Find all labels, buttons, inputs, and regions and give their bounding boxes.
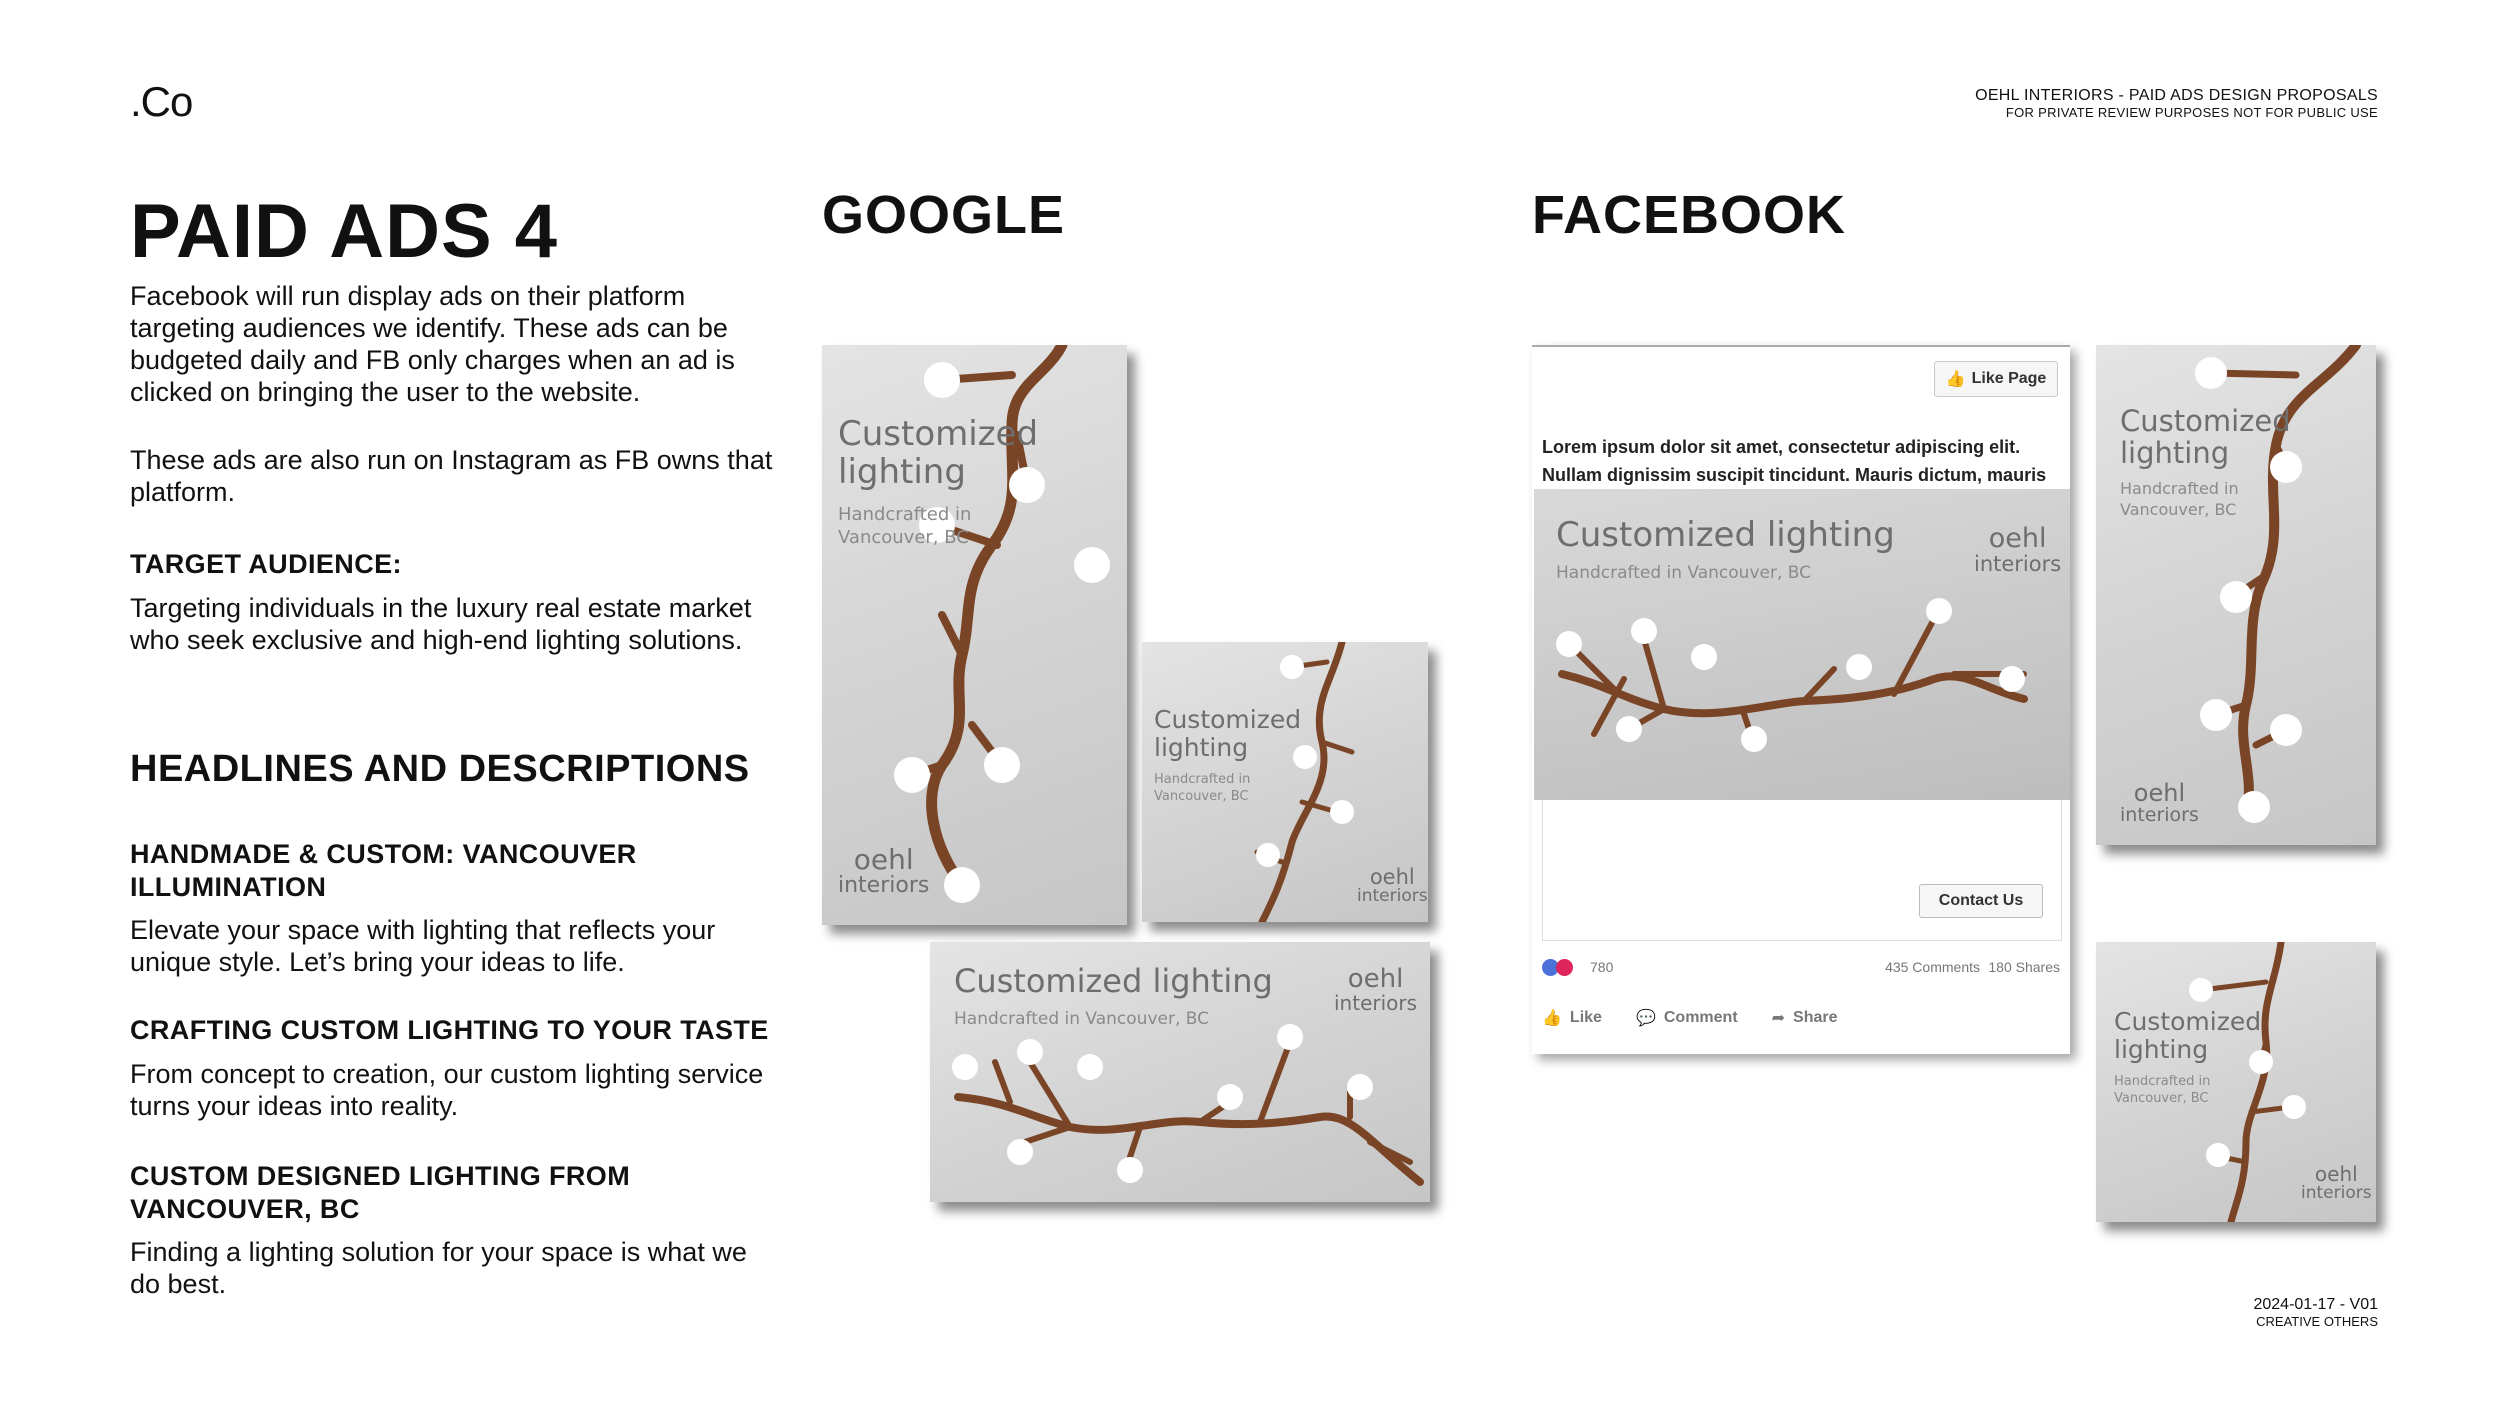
facebook-ad-square[interactable] — [2096, 942, 2376, 1222]
version-date: 2024-01-17 - V01 — [2253, 1296, 2378, 1313]
ad-subline: Handcrafted in Vancouver, BC — [1154, 772, 1251, 804]
post-ad-image[interactable] — [1534, 489, 2070, 800]
brand-logo: oehl interiors — [838, 843, 930, 899]
ad-subline: Handcrafted in Vancouver, BC — [1556, 563, 1811, 583]
share-action[interactable]: ➦ Share — [1771, 1009, 1838, 1027]
intro-paragraph-1: Facebook will run display ads on their platform targeting audiences we identify. These ads can be budgeted daily and FB only charges when an ad is clicked on bringing the user to the website. — [130, 281, 735, 407]
share-icon: ➦ — [1771, 1010, 1786, 1027]
ad-headline: Customized lighting — [1556, 515, 1895, 555]
brand-logo: oehl interiors — [1334, 964, 1418, 1016]
ad-headline: Customized lighting — [954, 962, 1273, 1000]
ad-subline: Handcrafted in Vancouver, BC — [2120, 479, 2239, 519]
ad-headline: Customized lighting — [2114, 1007, 2262, 1064]
ad-headline: Customized lighting — [2120, 404, 2291, 471]
page-title: PAID ADS 4 — [130, 189, 559, 274]
headline-3-text: Finding a lighting solution for your space is what we do best. — [130, 1237, 747, 1299]
ad-headline: Customized lighting — [1154, 705, 1302, 762]
google-ad-wide[interactable] — [930, 942, 1430, 1202]
headline-1-text: Elevate your space with lighting that reflects your unique style. Let’s bring your ideas to life. — [130, 915, 716, 977]
page-footer — [2253, 1296, 2378, 1330]
headlines-heading: HEADLINES AND DESCRIPTIONS — [130, 748, 750, 790]
agency-name: CREATIVE OTHERS — [2256, 1314, 2378, 1329]
project-title: OEHL INTERIORS - PAID ADS DESIGN PROPOSALS — [1975, 87, 2378, 104]
facebook-ad-tall[interactable] — [2096, 345, 2376, 845]
like-action[interactable]: 👍 Like — [1542, 1009, 1602, 1027]
ad-subline: Handcrafted in Vancouver, BC — [838, 504, 972, 549]
headline-2-title: CRAFTING CUSTOM LIGHTING TO YOUR TASTE — [130, 1015, 769, 1045]
comment-action[interactable]: 💬 Comment — [1635, 1009, 1738, 1027]
page-header — [1975, 87, 2378, 121]
google-heading: GOOGLE — [822, 185, 1066, 245]
post-link-card — [1542, 800, 2062, 941]
ad-subline: Handcrafted in Vancouver, BC — [2114, 1074, 2211, 1106]
headline-3-title: CUSTOM DESIGNED LIGHTING FROM VANCOUVER, BC — [130, 1161, 631, 1224]
post-actions — [1542, 1003, 2060, 1033]
ad-headline: Customized lighting — [838, 414, 1039, 493]
share-count[interactable]: 180 Shares — [1988, 959, 2060, 975]
brand-logo: oehl interiors — [2120, 779, 2199, 827]
headline-1-title: HANDMADE & CUSTOM: VANCOUVER ILLUMINATION — [130, 839, 637, 902]
post-stats — [1542, 959, 2060, 983]
like-page-label: Like Page — [1971, 370, 2047, 387]
headline-2-text: From concept to creation, our custom lighting service turns your ideas into reality. — [130, 1059, 764, 1121]
thumbs-up-icon: 👍 — [1542, 1010, 1562, 1027]
facebook-heading: FACEBOOK — [1532, 185, 1847, 245]
target-audience-heading: TARGET AUDIENCE: — [130, 549, 402, 579]
agency-logo: .Co — [130, 78, 193, 125]
intro-paragraph-2: These ads are also run on Instagram as FB owns that platform. — [130, 445, 773, 507]
ad-subline: Handcrafted in Vancouver, BC — [954, 1009, 1209, 1029]
target-audience-text: Targeting individuals in the luxury real estate market who seek exclusive and high-end lighting solutions. — [130, 593, 752, 655]
post-text: Lorem ipsum dolor sit amet, consectetur adipiscing elit. Nullam dignissim suscipit tincidunt. Mauris dictum, mauris — [1542, 437, 2047, 485]
brand-logo: oehl interiors — [1974, 523, 2062, 577]
review-notice: FOR PRIVATE REVIEW PURPOSES NOT FOR PUBLIC USE — [2005, 105, 2378, 120]
like-page-button[interactable] — [1934, 361, 2058, 397]
comment-count[interactable]: 435 Comments — [1885, 959, 1980, 975]
brand-logo: oehl interiors — [1357, 865, 1428, 907]
facebook-post-mockup — [1532, 345, 2070, 1054]
reaction-count[interactable]: 780 — [1590, 959, 1614, 975]
comment-icon: 💬 — [1635, 1010, 1656, 1027]
brand-logo: oehl interiors — [2301, 1162, 2372, 1203]
thumbs-up-icon: 👍 — [1945, 371, 1966, 388]
contact-us-button[interactable]: Contact Us — [1919, 884, 2043, 918]
google-ad-tall[interactable] — [822, 345, 1127, 925]
google-ad-square[interactable] — [1142, 642, 1428, 922]
reactions-icon — [1542, 959, 1573, 979]
